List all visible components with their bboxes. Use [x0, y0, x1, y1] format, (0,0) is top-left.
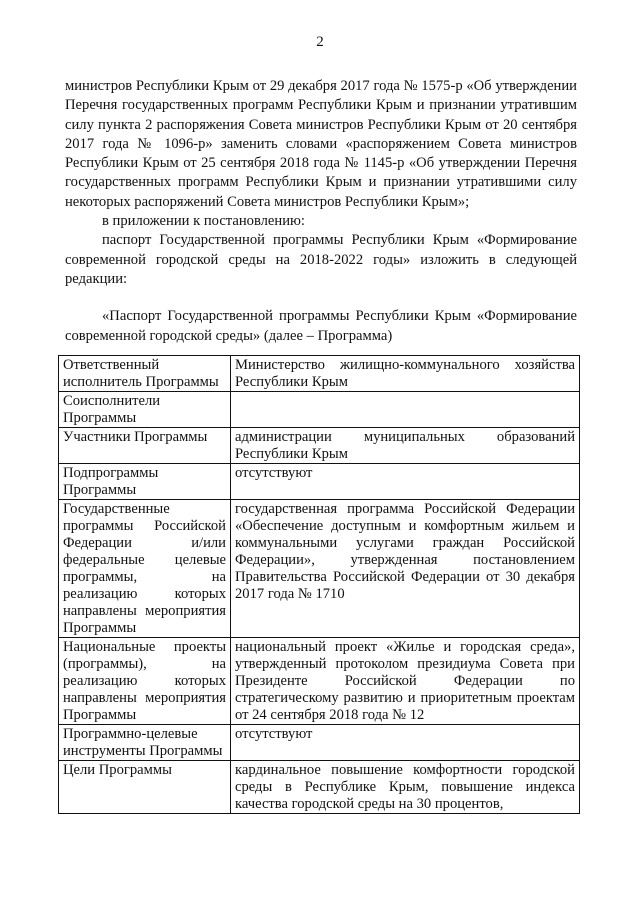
table-cell-label: Цели Программы: [59, 761, 231, 814]
document-body: [65, 77, 577, 346]
table-row: [59, 464, 580, 500]
table-cell-value: государственная программа Российской Федерации «Обеспечение доступным и комфортным жильем и коммунальными услугами граждан Российской Федерации», утвержденная постановлением Правительства Российской Федерации от 30 декабря 2017 года № 1710: [231, 500, 580, 638]
table-cell-label: Национальные проекты (программы), на реализацию которых направлены мероприятия Программы: [59, 638, 231, 725]
table-cell-value: кардинальное повышение комфортности городской среды в Республике Крым, повышение индекса качества городской среды на 30 процентов,: [231, 761, 580, 814]
table-row: [59, 761, 580, 814]
table-cell-value: национальный проект «Жилье и городская среда», утвержденный протоколом президиума Совета при Президенте Российской Федерации по стратегическому развитию и приоритетным проектам от 24 сентября 2018 года № 12: [231, 638, 580, 725]
paragraph-amendment: министров Республики Крым от 29 декабря 2017 года № 1575-р «Об утверждении Перечня государственных программ Республики Крым и признании утратившим силу пункта 2 распоряжения Совета министров Республики Крым от 20 сентября 2017 года № 1096-р» заменить словами «распоряжением Совета министров Республики Крым от 25 сентября 2018 года № 1145-р «Об утверждении Перечня государственных программ Республики Крым и признании утратившими силу некоторых распоряжений Совета министров Республики Крым»;: [65, 78, 577, 210]
page-number: 2: [316, 34, 324, 50]
paragraph-passport-instruction: паспорт Государственной программы Республики Крым «Формирование современной городской среды на 2018-2022 годы» изложить в следующей редакции:: [65, 232, 577, 287]
table-row: [59, 725, 580, 761]
table-row: [59, 428, 580, 464]
table-row: [59, 356, 580, 392]
table-cell-value: Министерство жилищно-коммунального хозяйства Республики Крым: [231, 356, 580, 392]
passport-table: [58, 355, 580, 814]
table-cell-value: отсутствуют: [231, 464, 580, 500]
table-row: [59, 500, 580, 638]
table-cell-value: администрации муниципальных образований Республики Крым: [231, 428, 580, 464]
table-cell-label: Программно-целевые инструменты Программы: [59, 725, 231, 761]
table-cell-label: Участники Программы: [59, 428, 231, 464]
table-cell-label: Ответственный исполнитель Программы: [59, 356, 231, 392]
table-cell-value: [231, 392, 580, 428]
table-cell-label: Государственные программы Российской Федерации и/или федеральные целевые программы, на реализацию которых направлены мероприятия Программы: [59, 500, 231, 638]
table-row: [59, 638, 580, 725]
table-row: [59, 392, 580, 428]
table-cell-value: отсутствуют: [231, 725, 580, 761]
passport-heading: «Паспорт Государственной программы Республики Крым «Формирование современной городской среды» (далее – Программа): [65, 308, 577, 344]
paragraph-annex: в приложении к постановлению:: [102, 213, 305, 230]
table-cell-label: Подпрограммы Программы: [59, 464, 231, 500]
table-cell-label: Соисполнители Программы: [59, 392, 231, 428]
